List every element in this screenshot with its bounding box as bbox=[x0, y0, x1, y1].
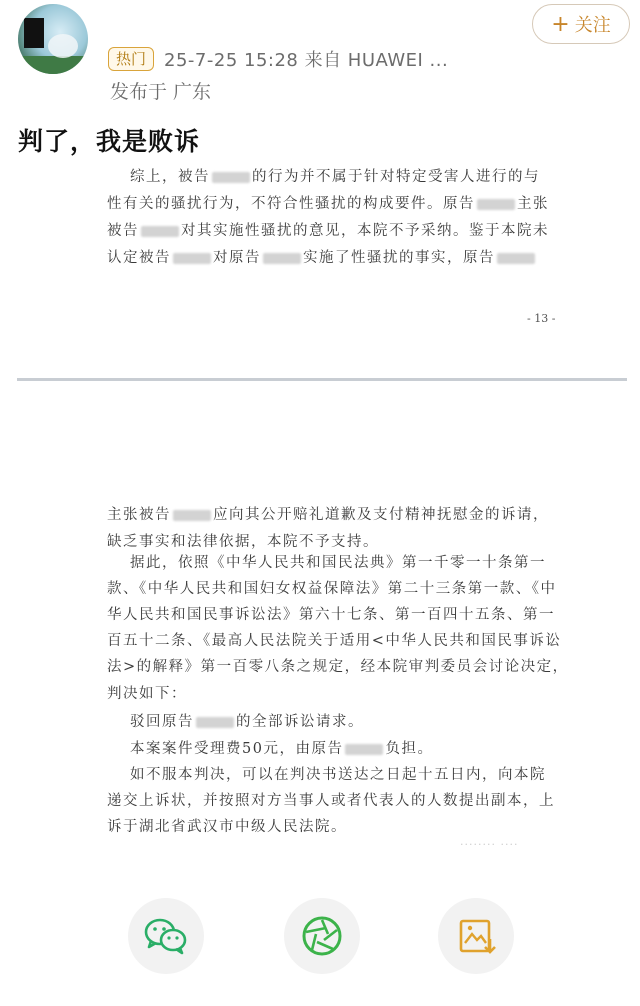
page-separator bbox=[17, 378, 627, 381]
doc-line: 据此，依照《中华人民共和国民法典》第一千零一十条第一 bbox=[130, 555, 546, 571]
doc-line: 诉于湖北省武汉市中级人民法院。 bbox=[107, 819, 347, 835]
redaction bbox=[263, 253, 301, 264]
doc-line: 综上，被告 的行为并不属于针对特定受害人进行的与 bbox=[130, 169, 540, 185]
redaction bbox=[212, 172, 250, 183]
doc-line: 如不服本判决，可以在判决书送达之日起十五日内，向本院 bbox=[130, 767, 546, 783]
avatar-figure bbox=[24, 18, 44, 48]
post-location: 发布于 广东 bbox=[110, 81, 212, 103]
doc-line: 判决如下： bbox=[107, 686, 187, 702]
post-title: 判了，我是败诉 bbox=[18, 127, 201, 156]
page-number: - 13 - bbox=[527, 312, 556, 325]
avatar-landscape bbox=[18, 56, 88, 74]
hot-badge: 热门 bbox=[108, 47, 154, 71]
doc-line: 驳回原告 的全部诉讼请求。 bbox=[130, 714, 364, 730]
doc-line: 本案案件受理费50元，由原告 负担。 bbox=[130, 741, 434, 757]
watermark: ........ .... bbox=[460, 835, 519, 848]
follow-button[interactable] bbox=[532, 4, 630, 44]
doc-line: 主张被告 应向其公开赔礼道歉及支付精神抚慰金的诉请， bbox=[107, 507, 549, 523]
share-wechat-button[interactable] bbox=[128, 898, 204, 974]
redaction bbox=[345, 744, 383, 755]
save-image-icon bbox=[455, 915, 497, 957]
plus-icon: + bbox=[551, 11, 570, 37]
post-meta bbox=[108, 46, 448, 72]
redaction bbox=[477, 199, 515, 210]
share-moments-button[interactable] bbox=[284, 898, 360, 974]
post-header bbox=[0, 0, 640, 110]
follow-label: 关注 bbox=[574, 15, 611, 36]
doc-line: 性有关的骚扰行为，不符合性骚扰的构成要件。原告 主张 bbox=[107, 196, 549, 212]
redaction bbox=[173, 510, 211, 521]
redaction bbox=[497, 253, 535, 264]
save-image-button[interactable] bbox=[438, 898, 514, 974]
wechat-icon bbox=[143, 916, 189, 956]
doc-line: 递交上诉状，并按照对方当事人或者代表人的人数提出副本，上 bbox=[107, 793, 555, 809]
doc-line: 款、《中华人民共和国妇女权益保障法》第二十三条第一款、《中 bbox=[107, 581, 557, 597]
doc-line: 被告 对其实施性骚扰的意见，本院不予采纳。鉴于本院未 bbox=[107, 223, 549, 239]
doc-line: 华人民共和国民事诉讼法》第六十七条、第一百四十五条、第一 bbox=[107, 607, 555, 623]
redaction bbox=[196, 717, 234, 728]
doc-line: 法>的解释》第一百零八条之规定，经本院审判委员会讨论决定， bbox=[107, 659, 569, 675]
redaction bbox=[173, 253, 211, 264]
doc-line: 缺乏事实和法律依据，本院不予支持。 bbox=[107, 534, 379, 550]
moments-icon bbox=[300, 914, 344, 958]
post-time-device: 25-7-25 15:28 来自 HUAWEI ... bbox=[164, 50, 449, 71]
doc-line: 认定被告 对原告 实施了性骚扰的事实，原告 bbox=[107, 246, 537, 267]
avatar-cloud bbox=[48, 34, 78, 58]
redaction bbox=[141, 226, 179, 237]
doc-line: 百五十二条、《最高人民法院关于适用<中华人民共和国民事诉讼 bbox=[107, 633, 562, 649]
avatar[interactable] bbox=[18, 4, 88, 74]
